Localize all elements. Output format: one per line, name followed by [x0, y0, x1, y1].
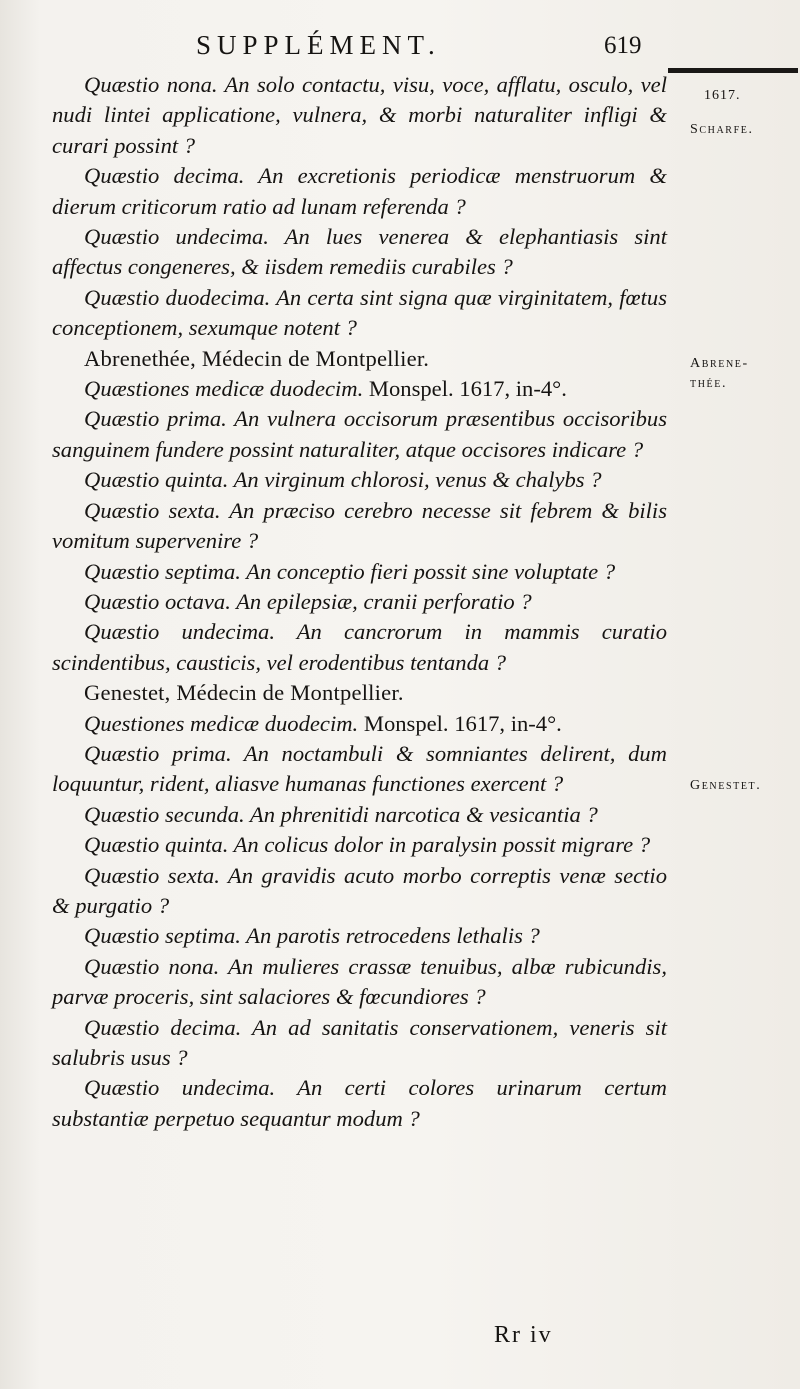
paragraph: Quæstio prima. An noctambuli & somniantes delirent, dum loquuntur, rident, aliasve humanas functiones exercent ? — [52, 740, 667, 797]
publication-line: Questiones medicæ duodecim. Monspel. 1617, in-4°. — [84, 710, 562, 736]
paragraph: Quæstio undecima. An lues venerea & elephantiasis sint affectus congeneres, & iisdem remediis curabiles ? — [52, 224, 667, 280]
paragraph: Quæstio quinta. An virginum chlorosi, venus & chalybs ? — [84, 467, 602, 493]
author-line: Genestet, Médecin de Montpellier. — [84, 680, 404, 706]
running-head: SUPPLÉMENT. — [196, 30, 441, 60]
paragraph: Quæstio prima. An vulnera occisorum præsentibus occisoribus sanguinem fundere possint naturaliter, atque occisores indicare ? — [52, 406, 667, 462]
author-line: Abrenethée, Médecin de Montpellier. — [84, 345, 430, 371]
body-text — [52, 70, 667, 1134]
header-rule — [668, 68, 798, 73]
paragraph: Quæstio nona. An mulieres crassæ tenuibus, albæ rubicundis, parvæ proceris, sint salaciores & fœcundiores ? — [52, 953, 667, 1010]
margin-note-abrenethee: Abrene-thée. — [690, 356, 749, 391]
margin-note-genestet: Genestet. — [690, 778, 762, 793]
page-header — [0, 30, 800, 66]
paragraph: Quæstio decima. An ad sanitatis conservationem, veneris sit salubris usus ? — [52, 1014, 667, 1070]
page-number: 619 — [604, 32, 642, 59]
paragraph: Quæstio decima. An excretionis periodicæ menstruorum & dierum criticorum ratio ad lunam referenda ? — [52, 163, 667, 219]
paragraph: Quæstio secunda. An phrenitidi narcotica & vesicantia ? — [84, 801, 598, 827]
paragraph: Quæstio nona. An solo contactu, visu, voce, afflatu, osculo, vel nudi lintei applicatione, vulnera, & morbi naturaliter infligi & curari possint ? — [52, 72, 667, 158]
publication-line: Quæstiones medicæ duodecim. Monspel. 1617, in-4°. — [84, 376, 567, 402]
signature-mark: Rr iv — [494, 1322, 553, 1348]
paragraph: Quæstio undecima. An certi colores urinarum certum substantiæ perpetuo sequantur modum ? — [52, 1075, 667, 1131]
paragraph: Quæstio septima. An conceptio fieri possit sine voluptate ? — [84, 558, 616, 584]
paragraph: Quæstio duodecima. An certa sint signa quæ virginitatem, fœtus conceptionem, sexumque notent ? — [52, 284, 667, 341]
paragraph: Quæstio undecima. An cancrorum in mammis curatio scindentibus, causticis, vel erodentibus tentanda ? — [52, 619, 667, 675]
margin-note-scharfe: Scharfe. — [690, 122, 754, 137]
paragraph: Quæstio sexta. An gravidis acuto morbo correptis venæ sectio & purgatio ? — [52, 862, 667, 918]
paragraph: Quæstio sexta. An præciso cerebro necesse sit febrem & bilis vomitum supervenire ? — [52, 497, 667, 554]
margin-note-year: 1617. — [704, 88, 741, 103]
paragraph: Quæstio octava. An epilepsiæ, cranii perforatio ? — [84, 588, 532, 614]
paragraph: Quæstio septima. An parotis retrocedens lethalis ? — [84, 923, 540, 949]
paragraph: Quæstio quinta. An colicus dolor in paralysin possit migrare ? — [84, 832, 651, 858]
